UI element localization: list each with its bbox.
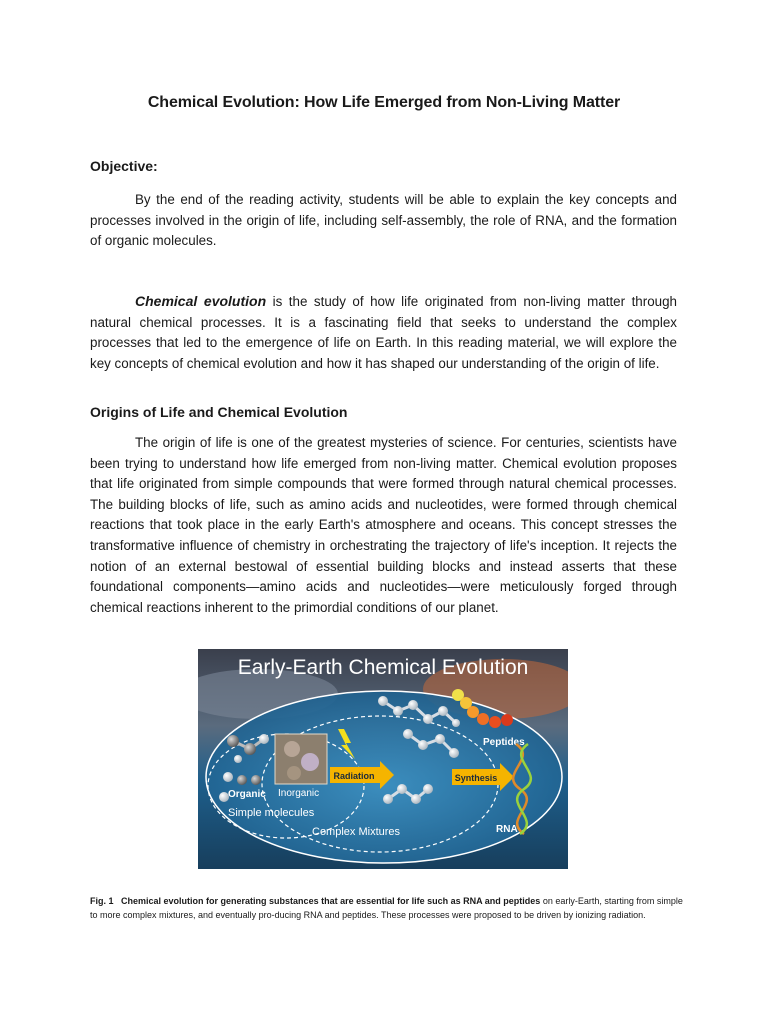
synthesis-label: Synthesis (454, 773, 498, 783)
section-paragraph: The origin of life is one of the greatest mysteries of science. For centuries, scientists have been trying to understand how life emerged from non-living matter. Chemical evolution proposes that life originated from simple compounds that were formed through natural chemical processes. The building blocks of life, such as amino acids and nucleotides, were formed through chemical reactions that took place in the early Earth's atmosphere and oceans. This concept stresses the transformative influence of chemistry in orchestrating the trajectory of life's inception. It rejects the notion of an external bestowal of essential building blocks and instead asserts that these foundational components—amino acids and nucleotides—were meticulously forged through chemical reactions inherent to the primordial conditions of our planet. (90, 435, 677, 615)
radiation-label: Radiation (333, 771, 375, 781)
objective-heading: Objective: (90, 158, 158, 174)
figure-illustration (198, 649, 568, 869)
peptides-label: Peptides (483, 737, 525, 748)
rna-label: RNA (496, 824, 518, 835)
organic-label: Organic (228, 789, 266, 800)
figure-title: Early-Earth Chemical Evolution (237, 656, 529, 679)
figure-image (198, 649, 568, 869)
inorganic-label: Inorganic (278, 788, 320, 799)
figure-caption (90, 894, 690, 922)
caption-text: on early-Earth, starting from simple to more complex mixtures, and eventually pro-ducing RNA and peptides. These processes were proposed to be driven by ionizing radiation. (90, 896, 683, 920)
key-term: Chemical evolution (135, 293, 267, 309)
intro-text: is the study of how life originated from non-living matter through natural chemical processes. It is a fascinating field that seeks to understand the complex processes that led to the emergence of life on Earth. In this reading material, we will explore the key concepts of chemical evolution and how it has shaped our understanding of the origin of life. (90, 294, 678, 371)
complex-mixtures-label: Complex Mixtures (312, 826, 401, 838)
page-title: Chemical Evolution: How Life Emerged from Non-Living Matter (147, 94, 621, 111)
mineral-photo (275, 734, 327, 784)
objective-paragraph: By the end of the reading activity, students will be able to explain the key concepts and processes involved in the origin of life, including self-assembly, the role of RNA, and the formation of organic molecules. (90, 192, 677, 249)
intro-paragraph (90, 291, 677, 374)
caption-label: Fig. 1 (90, 896, 114, 906)
caption-bold-text: Chemical evolution for generating substances that are essential for life such as RNA and peptides (121, 896, 541, 906)
simple-molecules-label: Simple molecules (228, 807, 315, 819)
section-heading: Origins of Life and Chemical Evolution (90, 404, 348, 420)
